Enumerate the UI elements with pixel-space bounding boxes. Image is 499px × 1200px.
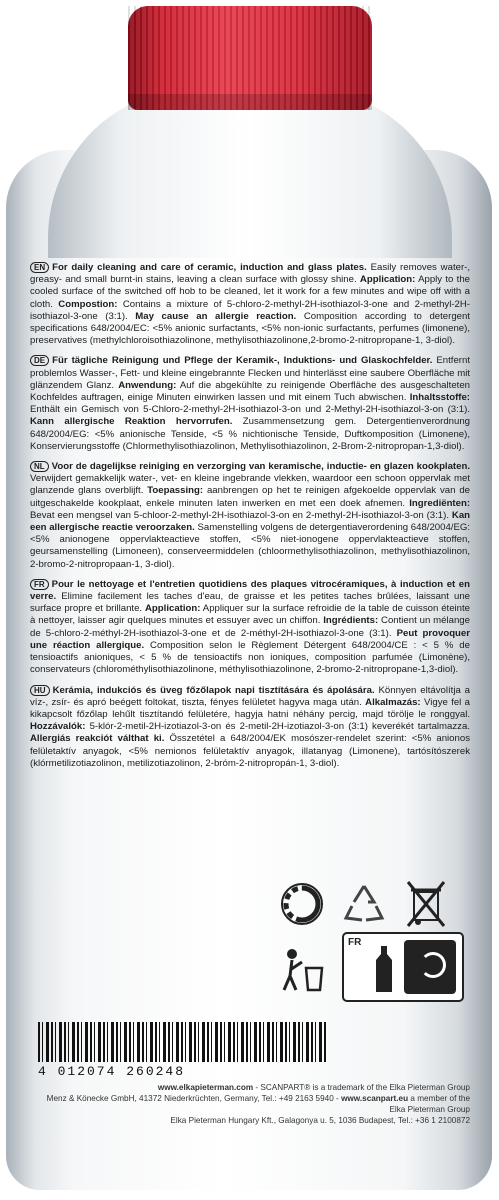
application-label-hu: Alkalmazás: — [365, 696, 421, 708]
application-label-en: Application: — [359, 274, 416, 286]
fr-mark: FR — [348, 937, 362, 948]
description-fr: Elimine facilement les taches d'eau, de graisse et les petites taches brûlées, laissant une surface propre et brillante. — [30, 591, 470, 615]
headline-nl: Voor de dagelijkse reiniging en verzorging van keramische, inductie- en glazen kookplaten. — [51, 461, 470, 473]
detergent-composition-hu: Összetétel a 648/2004/EK mosószer-rendelet szerint: <5% anionos felületaktív anyagok, <5% nemionos felületaktív anyagok, illatanyag (Limonene), tartósítószerek (klórmetilizotiazolinon, metilizotiazolinon, 2-bróm-2-nitropropán-1, 3-diol). — [30, 733, 470, 769]
recycle-icon — [340, 880, 388, 928]
application-text-de: Auf die abgekühlte zu reinigende Oberfläche des ausgeschalteten Kochfeldes auftragen, einige Minuten einwirken lassen und mit einem Tuch abwischen. — [30, 379, 470, 404]
barcode-bars — [38, 1022, 328, 1062]
application-text-en: Apply to the cooled surface of the switched off hob to be cleaned, let it work for a few minutes and wipe off with a cloth. — [30, 274, 470, 310]
composition-label-hu: Hozzávalók: — [30, 721, 86, 733]
application-text-hu: Vigye fel a kikapcsolt főzőlap lehűlt tisztítandó felületére, hagyja hatni néhány percig, majd törölje le ronggyal. — [30, 696, 471, 720]
address-germany: Menz & Könecke GmbH, 41372 Niederkrüchten, Germany, Tel.: +49 2163 5940 - — [46, 1094, 342, 1103]
disposal-symbols — [30, 874, 470, 1014]
label-section-en — [30, 262, 470, 347]
bottle-shoulder — [48, 88, 452, 258]
cap-rim — [128, 94, 372, 110]
barcode — [38, 1022, 328, 1079]
allergy-warning-fr: Peut provoquer une réaction allergique. — [30, 627, 470, 651]
composition-text-en: Contains a mixture of 5-chloro-2-methyl-2H-isothiazol-3-one and 2-methyl-2H-isothiazol-3-one (3:1). — [30, 298, 471, 322]
arrow-cycle-icon — [420, 952, 446, 978]
back-label — [30, 262, 471, 1125]
member-text: a member of the Elka Pieterman Group — [389, 1094, 470, 1114]
label-section-nl — [30, 461, 470, 571]
label-section-hu — [30, 685, 470, 770]
language-tag-de: DE — [30, 355, 49, 366]
bottle-pictogram-icon — [372, 944, 396, 994]
person-bin-icon — [280, 944, 326, 994]
headline-de: Für tägliche Reinigung und Pflege der Keramik-, Induktions- und Glaskochfelder. — [52, 355, 433, 367]
application-label-fr: Application: — [145, 603, 201, 615]
composition-label-nl: Ingrediënten: — [409, 497, 471, 509]
trademark-text: - SCANPART® is a trademark of the Elka Pieterman Group — [253, 1083, 470, 1092]
composition-label-fr: Ingrédients: — [323, 615, 379, 627]
composition-text-fr: Contient un mélange de 5-chloro-2-méthyl-2H-isothiazol-3-one et de 2-méthyl-2H-isothiazol-3-one (3:1). — [30, 615, 470, 639]
application-label-de: Anwendung: — [118, 379, 177, 391]
allergy-warning-de: Kann allergische Reaktion hervorrufen. — [30, 416, 233, 428]
website-scanpart: www.scanpart.eu — [341, 1094, 409, 1103]
application-text-fr: Appliquer sur la surface refroidie de la table de cuisson éteinte à nettoyer, laisser agir quelques minutes et essuyer avec un chiffon. — [30, 603, 471, 627]
label-section-de — [30, 355, 470, 453]
application-text-nl: aanbrengen op het te reinigen afgekoelde oppervlak van de uitgeschakelde kookplaat, enkele minuten laten inwerken en met een doek afnemen. — [30, 485, 470, 509]
bottle-cap — [128, 6, 372, 110]
composition-text-de: Enthält ein Gemisch von 5-Chloro-2-methyl-2H-isothiazol-3-on und 2-Methyl-2H-isothiazol-3-on (3:1). — [30, 404, 470, 416]
composition-text-hu: 5-klór-2-metil-2H-izotiazol-3-on és 2-metil-2H-izotiazol-3-on (3:1) keverékét tartalmazza. — [89, 721, 470, 733]
detergent-composition-en: Composition according to detergent specifications 648/2004/EC: <5% anionic surfactants, <5% non-ionic surfactants, perfumes (limonene), preservatives (methylchloroisothiazolinone, methylisothiazolinone,2-bromo-2-nitropropane-1, 3-diol). — [30, 310, 470, 347]
detergent-composition-nl: Samenstelling volgens de detergentiaverordening 648/2004/EG: <5% anionogene oppervlakteactieve stoffen, <5% niet-ionogene oppervlakteactieve stoffen, geursamenstelling (Limoneen), conserveermiddelen (chloormethylisothiazolinon, methylisothiazolinon, 2-bromo-2-nitropropaan-1, 3-diol). — [30, 522, 470, 570]
allergy-warning-en: May cause an allergie reaction. — [135, 310, 297, 322]
crossed-bin-icon — [402, 878, 450, 930]
description-nl: Verwijdert gemakkelijk water-, vet- en kleine ingebrande vlekken, waardoor een schoon oppervlak met glanzende glans overblijft. — [30, 473, 470, 497]
label-section-fr — [30, 579, 470, 677]
language-tag-hu: HU — [30, 685, 50, 696]
triman-sorting-icon — [342, 932, 464, 1002]
website-elkapieterman: www.elkapieterman.com — [157, 1083, 254, 1092]
barcode-digits: 4 012074 260248 — [38, 1064, 186, 1079]
allergy-warning-nl: Kan een allergische reactie veroorzaken. — [30, 509, 471, 534]
footer-line-2 — [30, 1093, 470, 1115]
language-tag-nl: NL — [30, 461, 49, 472]
language-tag-fr: FR — [30, 579, 49, 590]
composition-text-nl: Bevat een mengsel van 5-chloor-2-methyl-2H-isothiazol-3-on en 2-methyl-2H-isothiazol-3-on (3:1). — [30, 509, 449, 521]
detergent-composition-de: Zusammensetzung gem. Detergentienverordnung 648/2004/EG: <5% anionische Tenside, <5 % nichtionische Tenside, Duftkomposition (Limonene), Konservierungsstoffe (Chlormethylisothiazolinon, Methylisothiazolinon, 2-Brom-2-nitropropan-1,3-diol). — [30, 416, 471, 452]
detergent-composition-fr: Composition selon le Règlement Détergent 648/2004/CE : < 5 % de tensioactifs anioniques, < 5 % de tensioactifs non ioniques, composition parfumée (Limonène), conservateurs (chlorométhylisothiazolinone, méthylisothiazolinone, 2-bromo-2-nitropropane-1,3-diol). — [30, 639, 470, 676]
headline-fr: Pour le nettoyage et l'entretien quotidiens des plaques vitrocéramiques, à induction et en verre. — [30, 578, 470, 603]
application-label-nl: Toepassing: — [147, 485, 204, 497]
green-dot-icon — [280, 882, 324, 926]
footer-line-3: Elka Pieterman Hungary Kft., Galagonya u. 5, 1036 Budapest, Tel.: +36 1 2100872 — [170, 1116, 470, 1125]
description-en: Easily removes water-, greasy- and small burnt-in stains, leaving a clean surface with glossy shine. — [30, 262, 470, 286]
description-hu: Könnyen eltávolítja a víz-, zsír- és apró beégett foltokat, tiszta, fényes felületet hagyva maga után. — [30, 684, 470, 708]
composition-label-de: Inhaltsstoffe: — [409, 392, 470, 404]
composition-label-en: Compostion: — [58, 298, 118, 310]
allergy-warning-hu: Allergiás reakciót válthat ki. — [30, 733, 165, 745]
manufacturer-info — [30, 1082, 470, 1126]
headline-hu: Kerámia, indukciós és üveg főzőlapok napi tisztítására és ápolására. — [52, 684, 375, 696]
language-tag-en: EN — [30, 262, 49, 273]
bin-pictogram — [404, 940, 456, 994]
headline-en: For daily cleaning and care of ceramic, induction and glass plates. — [52, 262, 367, 273]
footer-line-1 — [30, 1082, 470, 1093]
description-de: Entfernt problemlos Wasser-, Fett- und kleine eingebrannte Flecken und hinterlässt eine saubere Oberfläche mit glänzendem Glanz. — [30, 355, 471, 391]
